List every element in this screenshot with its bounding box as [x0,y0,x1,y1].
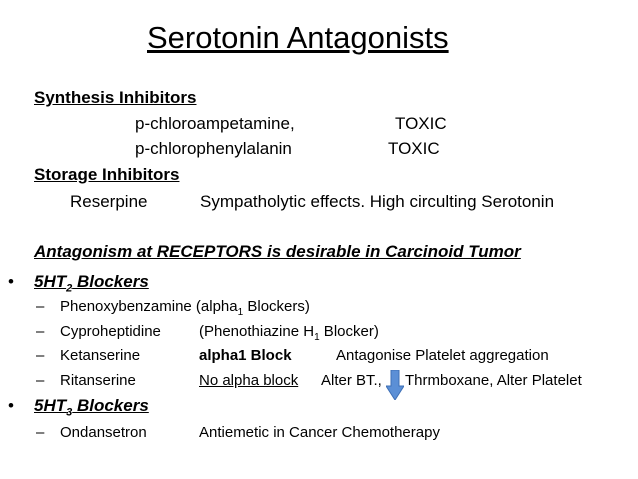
ht3-heading [34,396,149,418]
page-title: Serotonin Antagonists [147,20,449,55]
ht2-item-4-drug: Ritanserine [60,372,136,389]
dash-1: – [36,298,45,315]
ht2-item-2-note-post: Blocker) [319,323,379,340]
storage-heading: Storage Inhibitors [34,165,180,184]
ht2-item-4-action: No alpha block [199,372,299,389]
ht2-item-4-effect-b: Thrmboxane, Alter Platelet [405,372,582,389]
ht3-subscript: 3 [66,406,73,419]
ht3-item-1-drug: Ondansetron [60,424,147,441]
dash-3: – [36,347,45,364]
ht2-suffix: Blockers [72,272,149,291]
synthesis-note-1: TOXIC [395,114,447,133]
ht2-item-3-effect: Antagonise Platelet aggregation [336,347,549,364]
ht2-item-4-effect-a: Alter BT., [321,372,382,389]
synthesis-note-2: TOXIC [388,139,440,158]
storage-effect: Sympatholytic effects. High circulting Serotonin [200,192,555,211]
ht2-item-3-action: alpha1 Block [199,347,292,364]
ht2-item-1-sub: 1 [237,307,244,318]
ht2-item-1 [60,298,310,318]
ht3-label: 5HT [34,396,67,415]
bullet-ht3: • [8,396,14,415]
bullet-ht2: • [8,272,14,291]
ht2-item-2-note-pre: (Phenothiazine H [199,323,315,340]
ht2-label: 5HT [34,272,67,291]
dash-2: – [36,323,45,340]
dash-4: – [36,372,45,389]
ht2-item-1-drug: Phenoxybenzamine (alpha [60,298,238,315]
ht3-item-1-effect: Antiemetic in Cancer Chemotherapy [199,424,440,441]
ht2-item-2-note [199,323,379,343]
ht2-item-2-drug: Cyproheptidine [60,323,161,340]
dash-5: – [36,424,45,441]
ht2-heading [34,272,149,294]
ht2-item-3-drug: Ketanserine [60,347,141,364]
down-arrow-icon [386,370,404,400]
ht2-item-2-note-sub: 1 [314,332,320,343]
receptors-heading-text: Antagonism at RECEPTORS is desirable in Carcinoid Tumor [34,242,521,261]
synthesis-drug-1: p-chloroampetamine, [135,114,295,133]
ht3-suffix: Blockers [72,396,149,415]
ht2-item-1-rest: Blockers) [243,298,310,315]
storage-drug: Reserpine [70,192,148,211]
receptors-heading [0,242,521,262]
synthesis-heading: Synthesis Inhibitors [34,88,197,107]
ht2-subscript: 2 [66,282,73,295]
synthesis-drug-2: p-chlorophenylalanin [135,139,292,158]
